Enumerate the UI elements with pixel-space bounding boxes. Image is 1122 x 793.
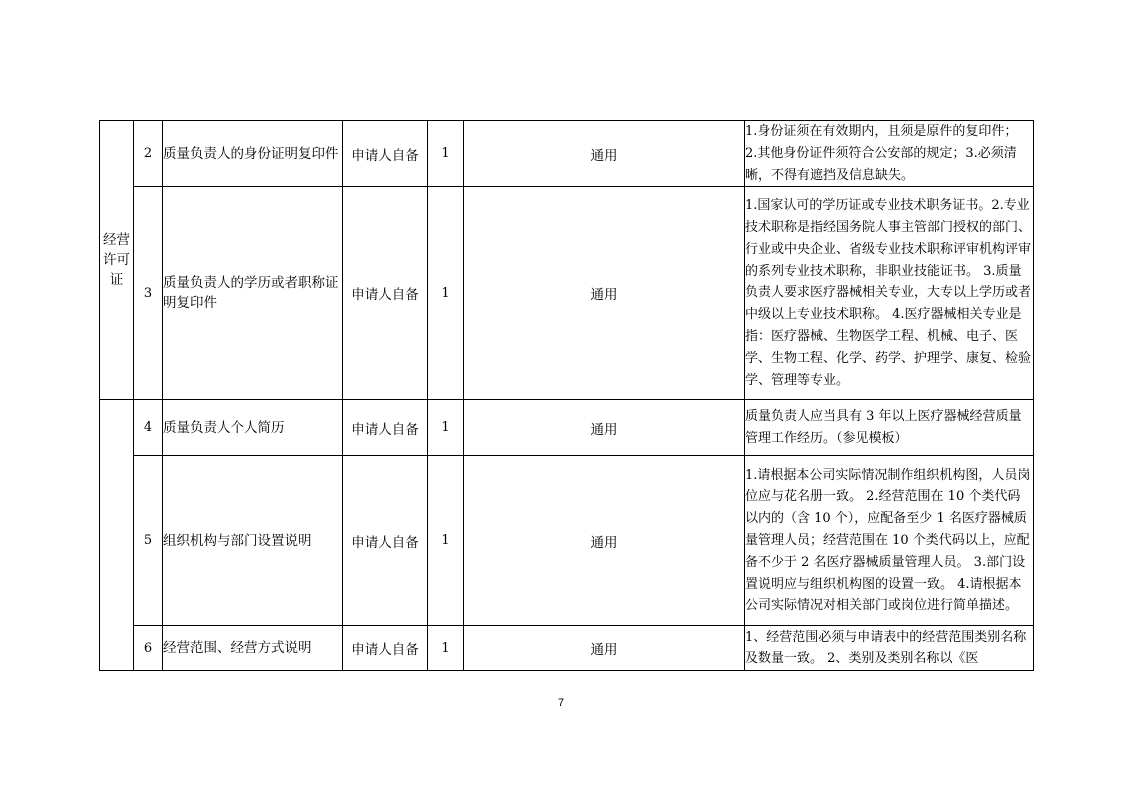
material-requirements: 质量负责人应当具有 3 年以上医疗器械经营质量管理工作经历。（参见模板） <box>745 400 1034 456</box>
page-number: 7 <box>557 697 565 709</box>
material-type: 通用 <box>464 187 745 400</box>
table-row <box>100 626 1034 671</box>
material-requirements: 1.国家认可的学历证或专业技术职务证书。2.专业技术职称是指经国务院人事主管部门授权的部门、行业或中央企业、省级专业技术职称评审机构评审的系列专业技术职称，非职业技能证书。 3.质量负责人要求医疗器械相关专业，大专以上学历或者中级以上专业技术职称。 4.医疗器械相关专业是指：医疗器械、生物医学工程、机械、电子、医学、生物工程、化学、药学、护理学、康复、检验学、管理等专业。 <box>745 187 1034 400</box>
table-row <box>100 456 1034 626</box>
row-number: 2 <box>134 121 163 187</box>
material-name: 质量负责人的学历或者职称证明复印件 <box>163 187 343 400</box>
material-source: 申请人自备 <box>343 187 428 400</box>
materials-table <box>99 120 1034 671</box>
material-type: 通用 <box>464 626 745 671</box>
material-requirements: 1、经营范围必须与申请表中的经营范围类别名称及数量一致。 2、类别及类别名称以《医 <box>745 626 1034 671</box>
material-quantity: 1 <box>428 626 464 671</box>
table-row <box>100 400 1034 456</box>
material-name: 组织机构与部门设置说明 <box>163 456 343 626</box>
category-cell <box>100 400 134 671</box>
row-number: 5 <box>134 456 163 626</box>
material-source: 申请人自备 <box>343 400 428 456</box>
row-number: 6 <box>134 626 163 671</box>
table-row <box>100 187 1034 400</box>
material-type: 通用 <box>464 121 745 187</box>
material-source: 申请人自备 <box>343 121 428 187</box>
material-quantity: 1 <box>428 187 464 400</box>
material-type: 通用 <box>464 400 745 456</box>
material-name: 经营范围、经营方式说明 <box>163 626 343 671</box>
material-quantity: 1 <box>428 400 464 456</box>
material-source: 申请人自备 <box>343 626 428 671</box>
material-name: 质量负责人的身份证明复印件 <box>163 121 343 187</box>
table-row <box>100 121 1034 187</box>
material-name: 质量负责人个人简历 <box>163 400 343 456</box>
category-cell: 经营许可证 <box>100 121 134 400</box>
material-requirements: 1.请根据本公司实际情况制作组织机构图，人员岗位应与花名册一致。 2.经营范围在 10 个类代码以内的（含 10 个），应配备至少 1 名医疗器械质量管理人员；经营范围在 10 个类代码以上，应配备不少于 2 名医疗器械质量管理人员。 3.部门设置说明应与组织机构图的设置一致。 4.请根据本公司实际情况对相关部门或岗位进行简单描述。 <box>745 456 1034 626</box>
material-requirements: 1.身份证须在有效期内，且须是原件的复印件； 2.其他身份证件须符合公安部的规定；3.必须清晰，不得有遮挡及信息缺失。 <box>745 121 1034 187</box>
material-quantity: 1 <box>428 456 464 626</box>
material-type: 通用 <box>464 456 745 626</box>
row-number: 4 <box>134 400 163 456</box>
material-quantity: 1 <box>428 121 464 187</box>
row-number: 3 <box>134 187 163 400</box>
material-source: 申请人自备 <box>343 456 428 626</box>
